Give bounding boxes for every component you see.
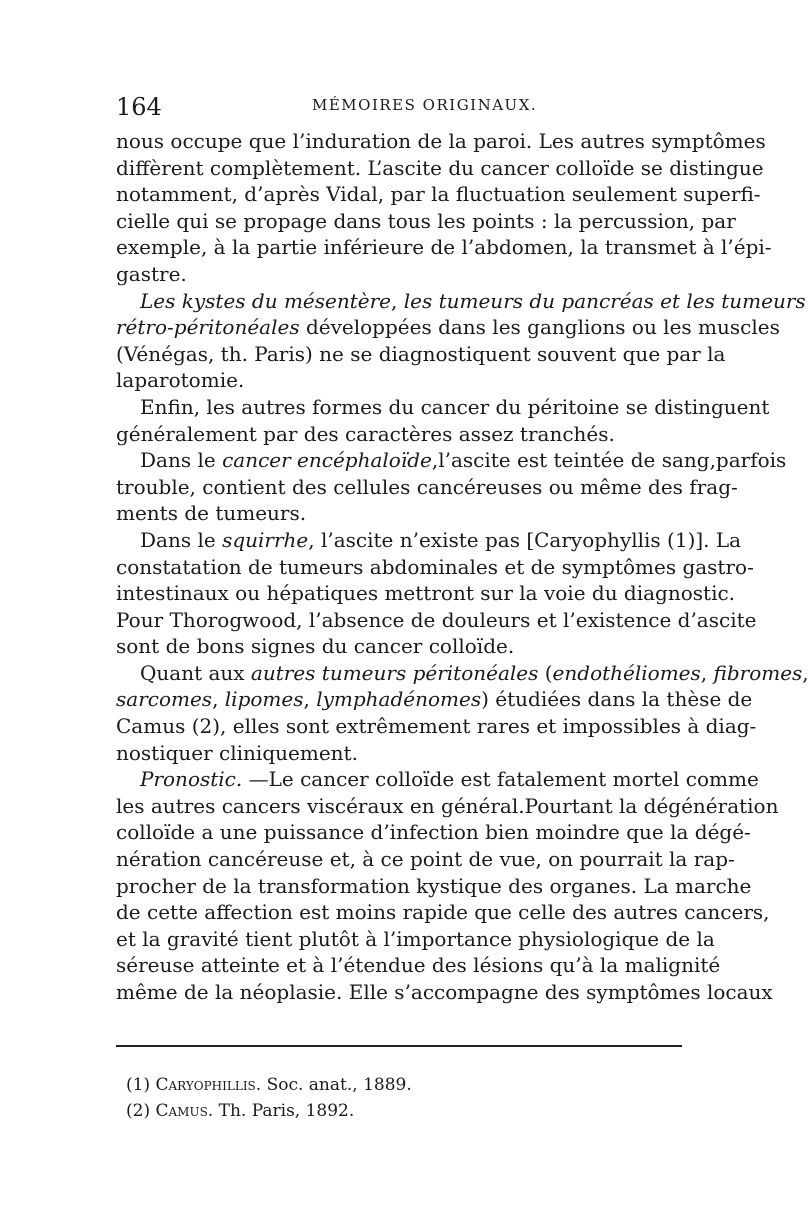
text-line: trouble, contient des cellules cancéreuses ou même des frag- bbox=[116, 474, 738, 499]
text-line: nostiquer cliniquement. bbox=[116, 740, 358, 765]
text-line bbox=[116, 314, 780, 341]
italic-term: squirrhe bbox=[222, 527, 309, 552]
text-line: laparotomie. bbox=[116, 368, 245, 393]
text-line: intestinaux ou hépatiques mettront sur la voie du diagnostic. bbox=[116, 581, 736, 606]
text-line: gastre. bbox=[116, 261, 187, 286]
text-segment: Dans le bbox=[140, 448, 223, 473]
text-line: généralement par des caractères assez tranchés. bbox=[116, 421, 615, 446]
text-line: ments de tumeurs. bbox=[116, 501, 307, 526]
italic-term: autres tumeurs péritonéales bbox=[250, 660, 539, 685]
text-line: sont de bons signes du cancer colloïde. bbox=[116, 634, 515, 659]
footnotes bbox=[126, 1072, 686, 1124]
text-line: nération cancéreuse et, à ce point de vue, on pourrait la rap- bbox=[116, 847, 735, 872]
footnote-author: Caryophillis. bbox=[155, 1075, 262, 1095]
text-segment: ( bbox=[538, 660, 553, 685]
italic-term: lymphadénomes bbox=[316, 687, 482, 712]
text-line bbox=[116, 527, 742, 554]
italic-term: cancer encéphaloïde bbox=[222, 448, 432, 473]
footnote-rule bbox=[116, 1045, 682, 1047]
text-line: diffèrent complètement. L’ascite du cancer colloïde se distingue bbox=[116, 155, 764, 180]
text-segment: , bbox=[802, 660, 809, 685]
italic-term: sarcomes bbox=[116, 687, 213, 712]
text-segment: Quant aux bbox=[140, 660, 251, 685]
text-segment: , bbox=[700, 660, 714, 685]
text-line bbox=[116, 766, 759, 793]
footnote-author: Camus. bbox=[155, 1101, 214, 1121]
page-number: 164 bbox=[116, 93, 162, 121]
footnote-reference: Soc. anat., 1889. bbox=[261, 1075, 412, 1095]
body-text bbox=[116, 128, 809, 1006]
text-line: Enfin, les autres formes du cancer du péritoine se distinguent bbox=[140, 394, 770, 419]
text-segment: , bbox=[303, 687, 317, 712]
text-segment: , l’ascite n’existe pas [Caryophyllis (1)]. La bbox=[308, 527, 742, 552]
italic-term: lipomes bbox=[224, 687, 304, 712]
text-line: Camus (2), elles sont extrêmement rares et impossibles à diag- bbox=[116, 714, 757, 739]
text-line: procher de la transformation kystique des organes. La marche bbox=[116, 873, 752, 898]
text-line: constatation de tumeurs abdominales et de symptômes gastro- bbox=[116, 554, 754, 579]
text-segment: ) étudiées dans la thèse de bbox=[481, 687, 753, 712]
text-line bbox=[116, 288, 806, 315]
text-line: séreuse atteinte et à l’étendue des lésions qu’à la malignité bbox=[116, 953, 721, 978]
text-line: exemple, à la partie inférieure de l’abdomen, la transmet à l’épi- bbox=[116, 235, 772, 260]
text-line: notamment, d’après Vidal, par la fluctuation seulement superfi- bbox=[116, 182, 761, 207]
text-line: même de la néoplasie. Elle s’accompagne des symptômes locaux bbox=[116, 980, 773, 1004]
text-line: les autres cancers viscéraux en général.Pourtant la dégénération bbox=[116, 793, 779, 818]
text-segment: , bbox=[391, 288, 404, 313]
text-line bbox=[116, 686, 753, 713]
text-segment: ,l’ascite est teintée de sang,parfois bbox=[431, 448, 787, 473]
text-segment: Dans le bbox=[140, 527, 223, 552]
footnote-reference: Th. Paris, 1892. bbox=[213, 1101, 355, 1121]
footnote-number: (1) bbox=[126, 1075, 151, 1095]
section-heading: Pronostic. bbox=[140, 767, 243, 792]
text-line: nous occupe que l’induration de la paroi. Les autres symptômes bbox=[116, 129, 766, 153]
running-head: MÉMOIRES ORIGINAUX. bbox=[312, 96, 538, 114]
text-line bbox=[116, 660, 809, 687]
text-segment: —Le cancer colloïde est fatalement mortel comme bbox=[242, 767, 759, 792]
footnote-number: (2) bbox=[126, 1101, 151, 1121]
italic-term: Les kystes du mésentère bbox=[140, 288, 392, 313]
text-line bbox=[116, 447, 787, 474]
text-line: (Vénégas, th. Paris) ne se diagnostiquent souvent que par la bbox=[116, 341, 726, 366]
text-line: Pour Thorogwood, l’absence de douleurs et l’existence d’ascite bbox=[116, 607, 757, 632]
text-line: de cette affection est moins rapide que celle des autres cancers, bbox=[116, 900, 770, 925]
italic-term: endothéliomes bbox=[552, 660, 701, 685]
italic-term: fibromes bbox=[713, 660, 803, 685]
italic-term: rétro-péritonéales bbox=[116, 315, 300, 340]
page-header bbox=[116, 93, 700, 127]
text-line: cielle qui se propage dans tous les points : la percussion, par bbox=[116, 208, 736, 233]
footnote bbox=[126, 1098, 686, 1124]
text-segment: , bbox=[212, 687, 225, 712]
text-line: colloïde a une puissance d’infection bien moindre que la dégé- bbox=[116, 820, 751, 845]
footnote bbox=[126, 1072, 686, 1098]
italic-term: les tumeurs du pancréas et les tumeurs bbox=[403, 288, 806, 313]
text-line: et la gravité tient plutôt à l’importance physiologique de la bbox=[116, 926, 715, 951]
text-segment: développées dans les ganglions ou les muscles bbox=[299, 315, 780, 340]
